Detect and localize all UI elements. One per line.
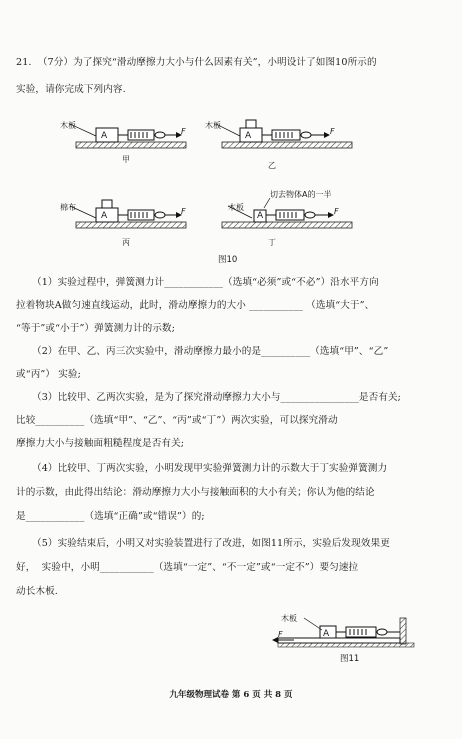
figure-10 [0, 110, 462, 270]
figure11-caption: 图11 [340, 654, 360, 664]
question-intro-line2: 实验，请你完成下列内容. [16, 84, 126, 95]
q3-line3: 摩擦力大小与接触面粗糙程度是否有关; [16, 438, 185, 449]
label-bing: 丙 [122, 238, 130, 247]
label-block-bing: A [101, 211, 108, 221]
q3-line2: 比较__________（选填“甲”、“乙”、“丙”或“丁”）两次实验，可以探究滑动 [16, 415, 338, 426]
q1-line1: （1）实验过程中，弹簧测力计____________（选填“必须”或“不必”）沿水平方向 [32, 277, 379, 288]
label-force-bing: F [181, 207, 186, 216]
label-cut-note: 切去物体A的一半 [270, 190, 332, 199]
fig11-label-block: A [323, 629, 330, 639]
q2-line1: （2）在甲、乙、丙三次实验中，滑动摩擦力最小的是__________（选填“甲”、“乙” [32, 346, 389, 357]
label-board-bing: 棉布 [60, 203, 76, 212]
label-board-yi: 木板 [205, 121, 221, 130]
q4-line2: 计的示数，由此得出结论：滑动摩擦力大小与接触面积的大小有关；你认为他的结论 [16, 487, 375, 498]
question-intro-line1: 21. （7分）为了探究“滑动摩擦力大小与什么因素有关”，小明设计了如图10所示的 [16, 57, 377, 68]
setup-bing [70, 200, 186, 228]
label-force-jia: F [181, 127, 186, 136]
figure10-caption: 图10 [218, 255, 238, 265]
q1-line2: 拉着物块A做匀速直线运动，此时，滑动摩擦力的大小 ___________ （选填“大于”、 [16, 300, 375, 311]
q1-line3: “等于”或“小于”）弹簧测力计的示数; [16, 323, 176, 334]
label-board-jia: 木板 [60, 121, 76, 130]
label-block-yi: A [245, 131, 252, 141]
label-block-jia: A [101, 131, 108, 141]
page-footer: 九年级物理试卷 第 6 页 共 8 页 [169, 690, 293, 700]
label-ding: 丁 [268, 238, 276, 247]
fig11-label-board: 木板 [281, 614, 297, 623]
label-board-ding: 木板 [228, 203, 244, 212]
setup-jia [70, 124, 186, 148]
q2-line2: 或“丙”） 实验; [16, 369, 81, 380]
label-jia: 甲 [122, 155, 130, 164]
q4-line1: （4）比较甲、丁两次实验，小明发现甲实验弹簧测力计的示数大于丁实验弹簧测力 [32, 463, 388, 474]
q4-line3: 是____________（选填“正确”或“错误”）的; [16, 511, 205, 522]
q5-line3: 动长木板. [16, 586, 58, 597]
q3-line1: （3）比较甲、乙两次实验，是为了探究滑动摩擦力大小与________________是否有关; [32, 392, 402, 403]
q5-line1: （5）实验结束后，小明又对实验装置进行了改进，如图11所示，实验后发现效果更 [32, 538, 390, 549]
label-force-ding: F [334, 207, 339, 216]
label-yi: 乙 [268, 161, 276, 170]
label-block-ding: A [257, 211, 264, 221]
q5-line2: 好， 实验中，小明___________（选填“一定”、“不一定”或“一定不”）要匀速拉 [16, 562, 359, 573]
fig11-label-force: F [278, 630, 283, 639]
label-force-yi: F [330, 127, 335, 136]
